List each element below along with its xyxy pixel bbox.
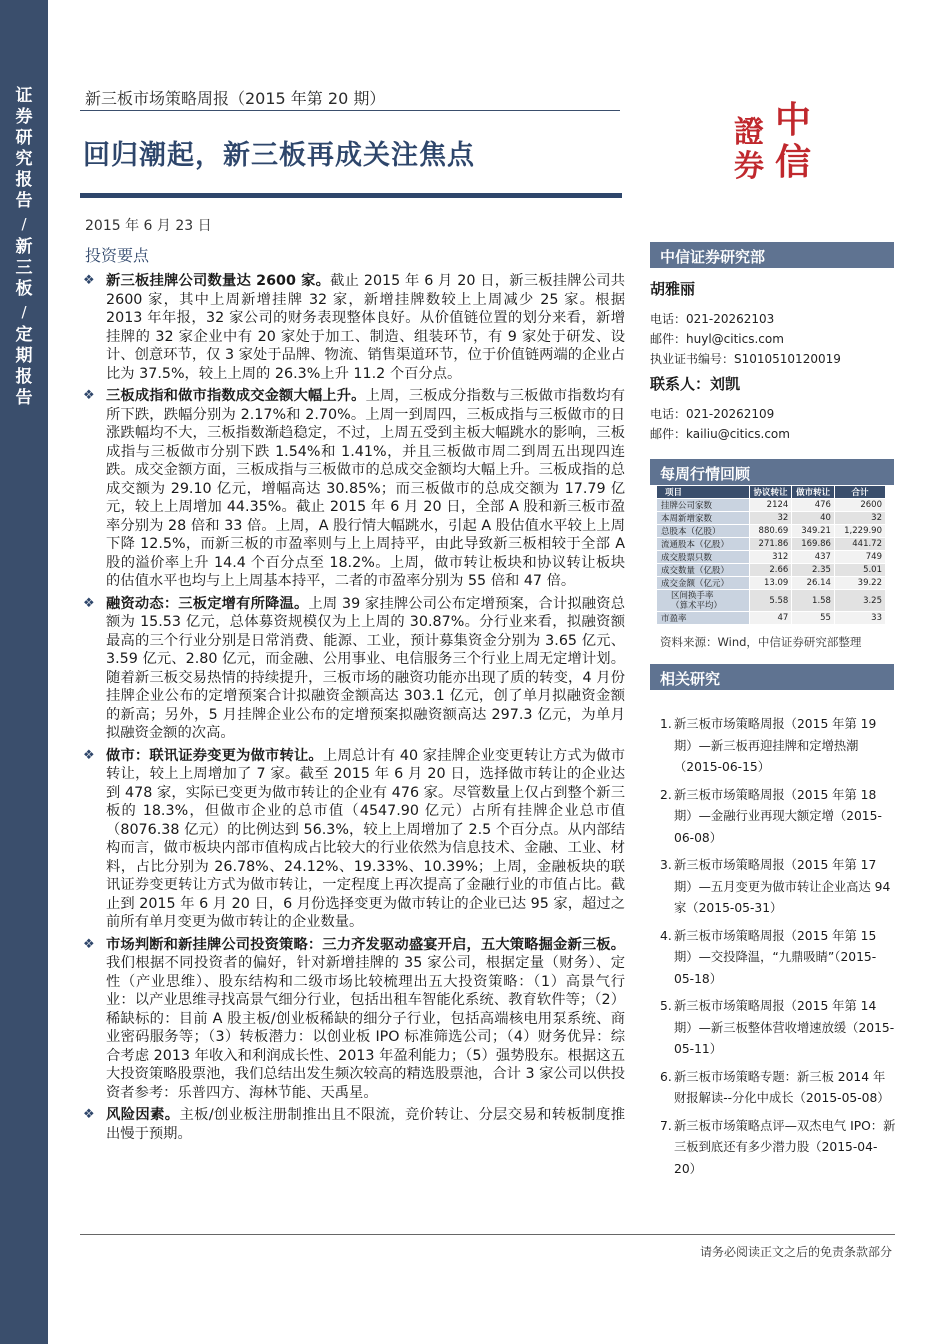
column-header: 项目 [657,486,750,499]
footer-divider [80,1234,895,1235]
row-label: 本周新增家数 [657,512,750,525]
table-row [657,564,886,577]
table-cell: 437 [792,551,835,564]
highlight-lead: 市场判断和新挂牌公司投资策略：三力齐发驱动盛宴开启，五大策略掘金新三板。 [106,936,625,953]
diamond-bullet-icon: ❖ [83,273,95,288]
related-research-item[interactable] [660,714,896,779]
page-title: 回归潮起，新三板再成关注焦点 [83,140,475,171]
sidebar-separator-2: / [21,303,27,321]
row-label-line-1: 区间换手率 [671,590,714,601]
weekly-quotes-table [656,485,886,625]
item-text: 新三板市场策略周报（2015 年第 19 期）—新三板再迎挂牌和定增热潮（2015-06-15） [674,717,877,774]
table-row [657,590,886,612]
row-label: 市盈率 [657,612,750,625]
analyst-name: 胡雅丽 [650,280,696,298]
row-label: 挂牌公司家数 [657,499,750,512]
highlight-item [80,272,625,383]
analyst-email[interactable]: 邮件：huyl@citics.com [650,332,784,346]
logo-char-2: 信 [775,141,812,182]
table-cell: 5.58 [749,590,792,612]
table-row [657,612,886,625]
highlight-item [80,595,625,743]
table-cell: 476 [792,499,835,512]
row-label [657,590,750,612]
logo-char-4: 券 [734,149,764,182]
item-text: 新三板市场策略周报（2015 年第 17 期）—五月变更为做市转让企业高达 94 家（2015-05-31） [674,858,891,915]
highlight-text: 上周 39 家挂牌公司公布定增预案，合计拟融资总额为 15.53 亿元，总体募资规模仅为上上周的 30.87%。分行业来看，拟融资额最高的三个行业分别是日常消费、能源、工业，预计募集资金分别为 3.65 亿元、3.59 亿元、2.80 亿元，而金融、公用事业、电信服务三个行业上周无定增计划。随着新三板交易热情的持续提升，三板市场的融资功能亦出现了质的转变，4 月份挂牌企业公布的定增预案合计拟融资金额高达 303.1 亿元，创了单月拟融资金额的新高；另外，5 月挂牌企业公布的定增预案拟融资额高达 297.3 亿元，为单月拟融资金额的次高。 [106,595,625,741]
sidebar-separator-1: / [21,215,27,233]
table-cell: 2600 [834,499,885,512]
row-label: 成交股票只数 [657,551,750,564]
column-header: 合计 [834,486,885,499]
table-cell: 2.66 [749,564,792,577]
table-cell: 169.86 [792,538,835,551]
table-cell: 5.01 [834,564,885,577]
related-research-item[interactable] [660,996,896,1061]
table-cell: 32 [749,512,792,525]
table-cell: 312 [749,551,792,564]
logo-char-3: 證 [734,115,764,150]
related-research-item[interactable] [660,855,896,920]
highlight-text: 我们根据不同投资者的偏好，针对新增挂牌的 35 家公司，根据定量（财务）、定性（产业思维）、股东结构和二级市场比较梳理出五大投资策略：（1）高景气行业：以产业思维寻找高景气细分行业，包括出租车智能化系统、教育软件等；（2）稀缺标的：目前 A 股主板/创业板稀缺的细分子行业，包括高端核电用泵系统、商业密码服务等；（3）转板潜力：以创业板 IPO 标准筛选公司；（4）财务优异：综合考虑 2013 年收入和利润成长性、2013 年盈利能力；（5）强势股东。根据这五大投资策略股票池，我们总结出发生频次较高的精选股票池，合计 3 家公司以供投资者参考：乐普四方、海林节能、天禹星。 [106,955,625,1101]
row-label: 成交数量（亿股） [657,564,750,577]
item-text: 新三板市场策略周报（2015 年第 18 期）—金融行业再现大额定增（2015-06-08） [674,787,882,845]
sidebar-label [13,86,35,409]
item-number: 4. [660,928,672,943]
table-cell: 1.58 [792,590,835,612]
analyst-license: 执业证书编号：S1010510120019 [650,352,841,366]
table-cell: 39.22 [834,577,885,590]
contact-name: 联系人：刘凯 [650,375,741,393]
table-cell: 40 [792,512,835,525]
table-cell: 33 [834,612,885,625]
row-label-line-2: （算术平均） [671,600,723,611]
related-research-item[interactable] [660,1116,896,1181]
table-cell: 441.72 [834,538,885,551]
item-number: 5. [660,999,672,1013]
table-cell: 1,229.90 [834,525,885,538]
related-research-list [660,714,896,1186]
highlight-lead: 三板成指和做市指数成交金额大幅上升。 [106,388,366,404]
highlight-lead: 做市：联讯证券变更为做市转让。 [106,747,323,764]
table-cell: 749 [834,551,885,564]
header-divider [80,110,620,111]
table-header-row [657,486,886,499]
weekly-quotes-heading: 每周行情回顾 [650,459,894,485]
highlight-text: 上周总计有 40 家挂牌企业变更转让方式为做市转让，较上上周增加了 7 家。截至 2015 年 6 月 20 日，选择做市转让的企业达到 478 家，实际已变更为做市转让的企业有 476 家。尽管数量上仅占到整个新三板的 18.3%，但做市企业的总市值（4547.90 亿元）占所有挂牌企业总市值（8076.38 亿元）的比例达到 56.3%，较上上周增加了 2.5 个百分点。从内部结构而言，做市板块内部市值构成占比较大的行业依然为信息技术、金融、工业、材料，占比分别为 26.78%、24.12%、19.33%、10.39%；上周，金融板块的联讯证券变更转让方式为做市转让，一定程度上再次提高了金融行业的市值占比。截止到 2015 年 6 月 20 日，6 月份选择变更为做市转让的企业已达 95 家，超过之前所有单月变更为做市转让的企业数量。 [106,747,626,930]
table-cell: 32 [834,512,885,525]
left-sidebar [0,0,48,1344]
column-header: 协议转让 [749,486,792,499]
diamond-bullet-icon: ❖ [83,747,95,763]
item-number: 1. [660,717,672,731]
table-cell: 3.25 [834,590,885,612]
table-row [657,499,886,512]
highlight-lead: 新三板挂牌公司数量达 2600 家。 [106,273,331,289]
table-cell: 2.35 [792,564,835,577]
diamond-bullet-icon: ❖ [83,595,95,611]
table-cell: 47 [749,612,792,625]
highlight-text: 上周，三板成分指数与三板做市指数均有所下跌，跌幅分别为 2.17%和 2.70%。上周一到周四，三板成指与三板做市的日涨跌幅均不大，三板指数渐趋稳定，不过，上周五受到主板大幅跳水的影响，三板成指与三板做市分别下跌 1.54%和 1.41%，并且三板做市周二到周五出现四连跌。成交金额方面，三板成指与三板做市的总成交金额均大幅上升。三板成指的总成交额为 29.10 亿元，增幅高达 30.85%；而三板做市的总成交额为 17.79 亿元，较上上周增加 44.35%。截止 2015 年 6 月 20 日，全部 A 股和新三板市盈率分别为 28 倍和 33 倍。上周，A 股行情大幅跳水，引起 A 股估值水平较上上周下降 12.5%，而新三板的市盈率则与上上周持平，由此导致新三板相较于全部 A 股的溢价率上升 14.4 个百分点至 18.2%。上周，做市转让板块和协议转让板块的估值水平也均与上上周基本持平，二者的市盈率分别为 55 倍和 47 倍。 [106,388,625,589]
section-heading: 投资要点 [85,246,150,265]
item-number: 7. [660,1118,672,1133]
column-header: 做市转让 [792,486,835,499]
research-dept-heading: 中信证券研究部 [650,242,894,268]
related-research-item[interactable] [660,1067,896,1110]
table-cell: 13.09 [749,577,792,590]
highlight-lead: 融资动态：三板定增有所降温。 [106,595,309,612]
related-research-item[interactable] [660,926,896,991]
contact-block [650,373,894,444]
highlight-lead: 风险因素。 [106,1107,180,1123]
analyst-phone: 电话：021-20262103 [650,312,775,326]
row-label: 流通股本（亿股） [657,538,750,551]
table-cell: 2124 [749,499,792,512]
diamond-bullet-icon: ❖ [83,1107,95,1122]
highlight-item [80,936,625,1103]
item-number: 2. [660,787,672,802]
investment-highlights [80,272,625,1147]
diamond-bullet-icon: ❖ [83,388,95,403]
row-label: 成交金额（亿元） [657,577,750,590]
table-cell: 271.86 [749,538,792,551]
highlight-item [80,387,625,591]
title-divider [80,193,622,198]
contact-email[interactable]: 邮件：kailiu@citics.com [650,427,790,441]
sidebar-part-2: 新三板 [15,237,33,299]
item-text: 新三板市场策略周报（2015 年第 14 期）—新三板整体营收增速放缓（2015-05-11） [674,999,895,1056]
table-row [657,551,886,564]
item-number: 6. [660,1069,672,1084]
table-cell: 55 [792,612,835,625]
table-row [657,577,886,590]
table-cell: 26.14 [792,577,835,590]
item-text: 新三板市场策略点评—双杰电气 IPO：新三板到底还有多少潜力股（2015-04-20） [674,1118,896,1176]
row-label: 总股本（亿股） [657,525,750,538]
disclaimer-note: 请务必阅读正文之后的免责条款部分 [699,1245,892,1259]
item-text: 新三板市场策略周报（2015 年第 15 期）—交投降温，“九鼎吸睛”（2015-05-18） [674,928,877,986]
series-title: 新三板市场策略周报（2015 年第 20 期） [85,89,386,108]
logo-char-1: 中 [775,99,812,141]
table-row [657,525,886,538]
highlight-text: 截止 2015 年 6 月 20 日，新三板挂牌公司共 2600 家，其中上周新增挂牌 32 家，新增挂牌数较上上周减少 25 家。根据 2013 年年报，32 家公司的财务表现整体良好。从价值链位置的划分来看，新增挂牌的 32 家企业中有 20 家处于加工、制造、组装环节，有 9 家处于研发、设计、创意环节，仅 3 家处于品牌、物流、销售渠道环节，位于价值链两端的企业占比为 37.5%，较上上周的 26.3%上升 11.2 个百分点。 [106,273,625,382]
table-cell: 349.21 [792,525,835,538]
related-research-heading: 相关研究 [650,664,894,690]
related-research-item[interactable] [660,785,896,850]
citic-securities-logo [731,96,817,182]
table-row [657,538,886,551]
sidebar-part-3: 定期报告 [15,325,33,408]
item-number: 3. [660,858,672,872]
highlight-text: 主板/创业板注册制推出且不限流，竞价转让、分层交易和转板制度推出慢于预期。 [106,1107,625,1142]
table-cell: 880.69 [749,525,792,538]
highlight-item [80,747,625,932]
item-text: 新三板市场策略专题：新三板 2014 年财报解读--分化中成长（2015-05-08） [674,1069,890,1105]
table-row [657,512,886,525]
contact-phone: 电话：021-20262109 [650,407,775,421]
analyst-block [650,278,894,369]
diamond-bullet-icon: ❖ [83,936,95,952]
highlight-item [80,1106,625,1143]
sidebar-part-1: 证券研究报告 [15,86,33,211]
report-date: 2015 年 6 月 23 日 [85,218,212,234]
table-source-note: 资料来源：Wind，中信证券研究部整理 [660,635,862,649]
